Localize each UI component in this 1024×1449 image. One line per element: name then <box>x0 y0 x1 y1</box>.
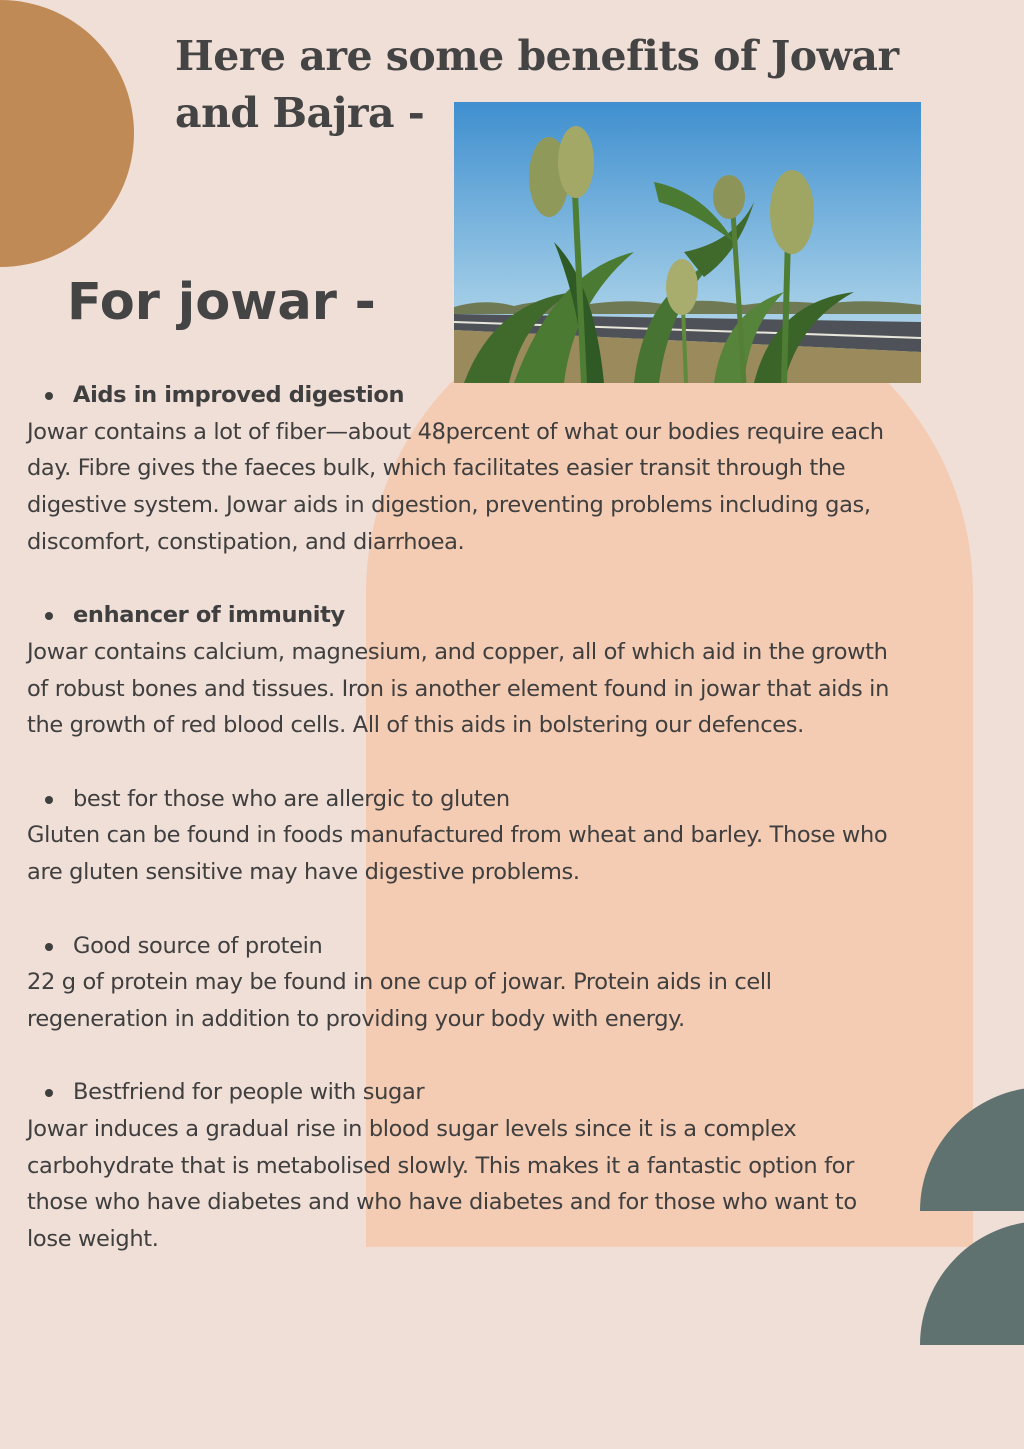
decorative-circle <box>0 0 134 267</box>
benefits-list <box>27 377 907 1295</box>
benefit-item <box>27 1074 907 1258</box>
benefit-text: Gluten can be found in foods manufactured from wheat and barley. Those who are gluten sensitive may have digestive problems. <box>27 822 888 886</box>
benefit-item <box>27 597 907 744</box>
benefit-heading: Aids in improved digestion <box>27 377 907 414</box>
section-heading: For jowar - <box>67 273 376 332</box>
benefit-heading: Bestfriend for people with sugar <box>27 1074 907 1111</box>
benefit-item <box>27 781 907 891</box>
benefit-item <box>27 377 907 561</box>
benefit-text: 22 g of protein may be found in one cup of jowar. Protein aids in cell regeneration in addition to providing your body with energy. <box>27 969 772 1032</box>
benefit-text: Jowar contains calcium, magnesium, and copper, all of which aid in the growth of robust bones and tissues. Iron is another element found in jowar that aids in the growth of red blood cells. All of this aids in bolstering our defences. <box>27 638 889 739</box>
sorghum-plant-photo <box>454 102 921 383</box>
benefit-heading: best for those who are allergic to gluten <box>27 781 907 818</box>
benefit-text: Jowar induces a gradual rise in blood sugar levels since it is a complex carbohydrate that is metabolised slowly. This makes it a fantastic option for those who have diabetes and who have diabetes and for those who want to lose weight. <box>27 1116 857 1253</box>
benefit-heading: Good source of protein <box>27 928 907 965</box>
page-title: Here are some benefits of Jowar and Bajra - <box>175 32 899 137</box>
benefit-item <box>27 928 907 1038</box>
benefit-heading: enhancer of immunity <box>27 597 907 634</box>
benefit-text: Jowar contains a lot of fiber—about 48percent of what our bodies require each day. Fibre gives the faeces bulk, which facilitates easier transit through the digestive system. Jowar aids in digestion, preventing problems including gas, discomfort, constipation, and diarrhoea. <box>27 418 884 555</box>
